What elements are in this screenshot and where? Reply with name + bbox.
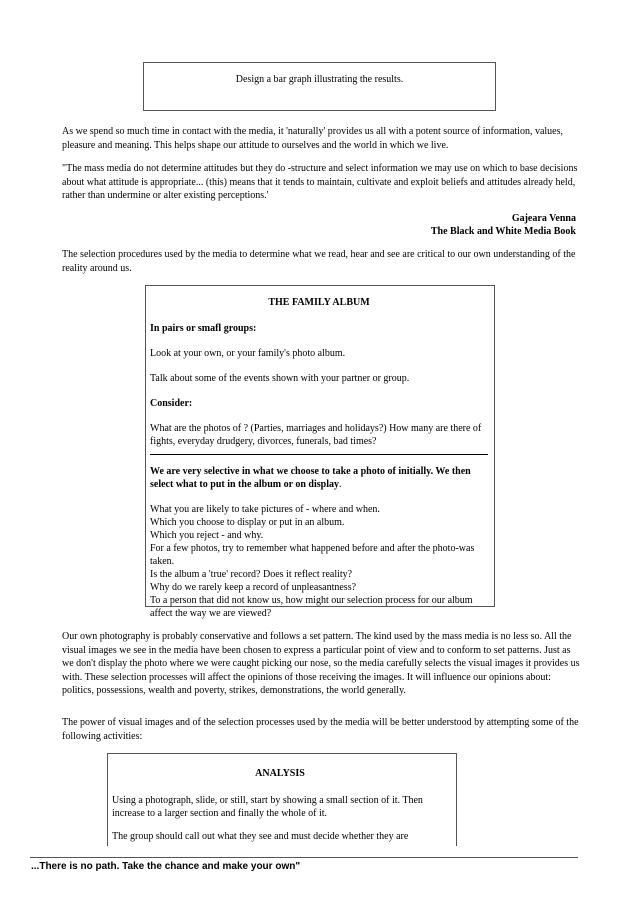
selection-paragraph: The selection procedures used by the media to determine what we read, hear and see are critical to our own understanding of the reality around us.: [62, 249, 576, 274]
quote-paragraph: "The mass media do not determine attitudes but they do -structure and select information we may use on which to base decisions about what attitude is appropriate... (this) means that it tends to maintain, cultivate and exploit beliefs and attitudes already held, rather than undermine or alter existing perceptions.': [62, 163, 578, 201]
instruction-text: Design a bar graph illustrating the results.: [235, 74, 404, 85]
family-album-divider: [150, 454, 488, 455]
family-album-emphasis: [150, 465, 488, 491]
footer-divider: [30, 857, 578, 858]
analysis-paragraph-2: The group should call out what they see and must decide whether they are: [112, 831, 409, 842]
activities-paragraph: The power of visual images and of the selection processes used by the media will be better understood by attempting some of the following activities:: [62, 717, 579, 742]
family-album-list-item: To a person that did not know us, how might our selection process for our album affect the way we are viewed?: [150, 595, 473, 619]
photography-paragraph: Our own photography is probably conservative and follows a set pattern. The kind used by the mass media is no less so. All the visual images we see in the media have been chosen to express a particular point of view and to conform to set patterns. Just as we don't display the photo where we were caught picking our nose, so the media carefully selects the visual images it provides us with. These selection processes will affect the opinions of those receiving the images. It will influence our opinions about: politics, possessions, wealth and poverty, strikes, demonstrations, the world generally.: [62, 631, 580, 696]
family-album-list-item: Why do we rarely keep a record of unpleasantness?: [150, 582, 357, 593]
family-album-line-1: Look at your own, or your family's photo album.: [150, 348, 346, 359]
family-album-emphasis-end: .: [339, 479, 342, 490]
family-album-line-2: Talk about some of the events shown with your partner or group.: [150, 373, 410, 384]
footer-text: ...There is no path. Take the chance and make your own": [31, 861, 301, 872]
family-album-emphasis-text: We are very selective in what we choose to take a photo of initially. We then select what to put in the album or on display: [150, 466, 471, 490]
instruction-box: [143, 62, 496, 111]
family-album-list-item: Is the album a 'true' record? Does it reflect reality?: [150, 569, 353, 580]
quote-book: The Black and White Media Book: [430, 226, 576, 237]
analysis-title: ANALYSIS: [255, 768, 305, 779]
analysis-paragraph-1: Using a photograph, slide, or still, start by showing a small section of it. Then increase to a larger section and finally the whole of it.: [112, 795, 423, 819]
intro-paragraph: As we spend so much time in contact with the media, it 'naturally' provides us all with a potent source of information, values, pleasure and meaning. This helps shape our attitude to ourselves and the world in which we live.: [62, 126, 563, 151]
family-album-box: [145, 285, 495, 619]
family-album-list-item: Which you reject - and why.: [150, 530, 264, 541]
family-album-title: THE FAMILY ALBUM: [268, 297, 370, 308]
family-album-subhead: In pairs or smafl groups:: [150, 323, 257, 334]
family-album-consider: Consider:: [150, 398, 193, 409]
family-album-list-item: What you are likely to take pictures of - where and when.: [150, 504, 380, 515]
family-album-questions: What are the photos of ? (Parties, marriages and holidays?) How many are there of fights, everyday drudgery, divorces, funerals, bad times?: [150, 423, 482, 447]
analysis-box: [107, 753, 457, 846]
family-album-list-item: Which you choose to display or put in an album.: [150, 517, 345, 528]
family-album-list-item: For a few photos, try to remember what happened before and after the photo-was taken.: [150, 543, 475, 567]
quote-author: Gajeara Venna: [511, 213, 576, 224]
